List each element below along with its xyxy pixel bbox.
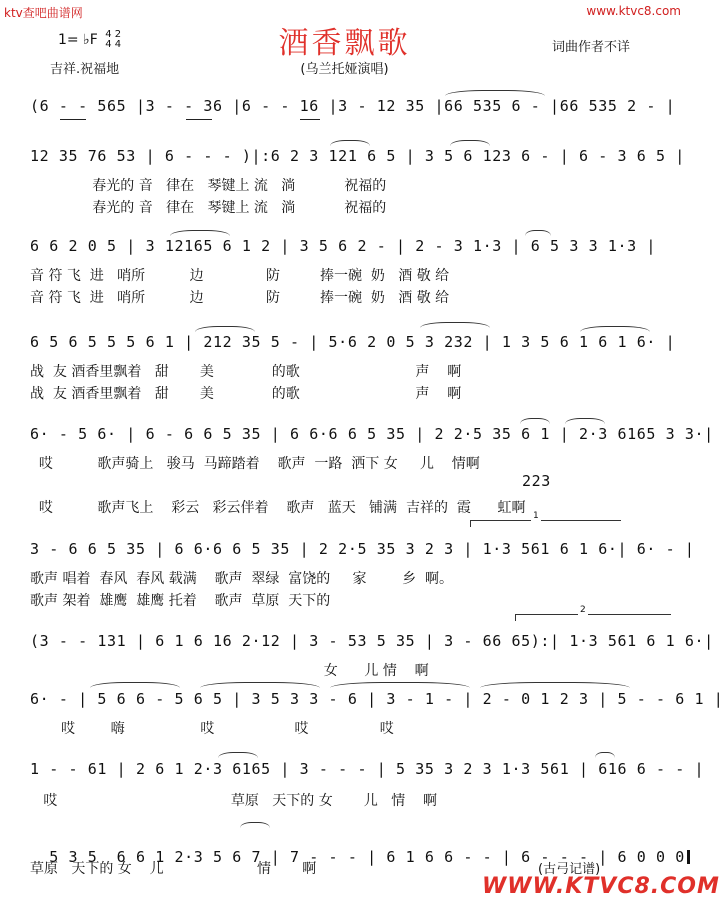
page-title: 酒香飘歌 (278, 26, 411, 61)
lyric-row-7: 女 儿 情 啊 (30, 663, 429, 679)
score-row-4: 6 5 6 5 5 5 6 1 | 212 35 5 - | 5·6 2 0 5 3 232 | 1 3 5 6 1 6 1 6· | (30, 333, 676, 351)
time-sig-top: 4 2 (105, 29, 122, 40)
alt-notes: 223 (522, 472, 551, 490)
subtitle: (乌兰托娅演唱) (300, 62, 389, 77)
performer-note: 吉祥.祝福地 (50, 62, 120, 77)
score-row-6: 3 - 6 6 5 35 | 6 6·6 6 5 35 | 2 2·5 35 3 2 3 | 1·3 561 6 1 6·| 6· - | (30, 540, 695, 558)
lyric-row-10: 草原 天下的 女 儿 情 啊 (30, 861, 317, 877)
lyric-row-6-verse-2: 歌声 架着 雄鹰 雄鹰 托着 歌声 草原 天下的 (30, 593, 331, 609)
lyric-row-2-verse-1: 春光的 音 律在 琴键上 流 淌 祝福的 (30, 178, 387, 194)
score-row-8: 6· - | 5 6 6 - 5 6 5 | 3 5 3 3 - 6 | 3 - 1 - | 2 - 0 1 2 3 | 5 - - 6 1 | (30, 690, 723, 708)
watermark-logo: WWW.KTVC8.COM (482, 874, 720, 899)
score-row-7: (3 - - 131 | 6 1 6 16 2·12 | 3 - 53 5 35 | 3 - 66 65):| 1·3 561 6 1 6·| (30, 632, 714, 650)
site-name: ktv查吧曲谱网 (4, 6, 83, 20)
lyric-row-2-verse-2: 春光的 音 律在 琴键上 流 淌 祝福的 (30, 200, 387, 216)
volta-1: 1 (470, 520, 621, 527)
lyric-row-3-verse-1: 音 符 飞 进 哨所 边 防 捧一碗 奶 酒 敬 给 (30, 268, 450, 284)
key-signature (58, 30, 121, 50)
site-url: www.ktvc8.com (586, 4, 681, 18)
lyric-row-4-verse-1: 战 友 酒香里飘着 甜 美 的歌 声 啊 (30, 364, 462, 380)
transcriber-credit: (古弓记谱) (538, 862, 601, 877)
score-row-10-notes: 5 3 5 6 6 1 2·3 5 6 7 | 7 - - - | 6 1 6 6 - - | 6 - - - | 6 0 0 0 (49, 848, 685, 866)
score-row-2: 12 35 76 53 | 6 - - - )|:6 2 3 121 6 5 | 3 5 6 123 6 - | 6 - 3 6 5 | (30, 147, 685, 165)
composer-credit: 词曲作者不详 (552, 40, 631, 55)
score-row-5: 6· - 5 6· | 6 - 6 6 5 35 | 6 6·6 6 5 35 | 2 2·5 35 6 1 | 2·3 6165 3 3·| (30, 425, 714, 443)
lyric-row-4-verse-2: 战 友 酒香里飘着 甜 美 的歌 声 啊 (30, 386, 462, 402)
key-label: 1= ♭F (58, 32, 98, 48)
lyric-row-5-verse-2: 哎 歌声飞上 彩云 彩云伴着 歌声 蓝天 铺满 吉祥的 霞 虹啊 (30, 500, 526, 516)
lyric-row-5-verse-1: 哎 歌声骑上 骏马 马蹄踏着 歌声 一路 洒下 女 儿 情啊 (30, 456, 480, 472)
lyric-row-9: 哎 草原 天下的 女 儿 情 啊 (30, 793, 438, 809)
lyric-row-3-verse-2: 音 符 飞 进 哨所 边 防 捧一碗 奶 酒 敬 给 (30, 290, 450, 306)
score-row-1: (6 - - 565 |3 - - 36 |6 - - 16 |3 - 12 35 |66 535 6 - |66 535 2 - | (30, 97, 676, 115)
score-row-3: 6 6 2 0 5 | 3 12165 6 1 2 | 3 5 6 2 - | 2 - 3 1·3 | 6 5 3 3 1·3 | (30, 237, 656, 255)
final-barline (687, 850, 690, 864)
time-signature (105, 30, 121, 50)
lyric-row-6-verse-1: 歌声 唱着 春风 春风 载满 歌声 翠绿 富饶的 家 乡 啊。 (30, 571, 454, 587)
time-sig-bottom: 4 4 (105, 39, 122, 50)
volta-2: 2 (515, 614, 671, 621)
score-row-9: 1 - - 61 | 2 6 1 2·3 6165 | 3 - - - | 5 35 3 2 3 1·3 561 | 616 6 - - | (30, 760, 705, 778)
lyric-row-8: 哎 嗨 哎 哎 哎 (30, 721, 394, 737)
